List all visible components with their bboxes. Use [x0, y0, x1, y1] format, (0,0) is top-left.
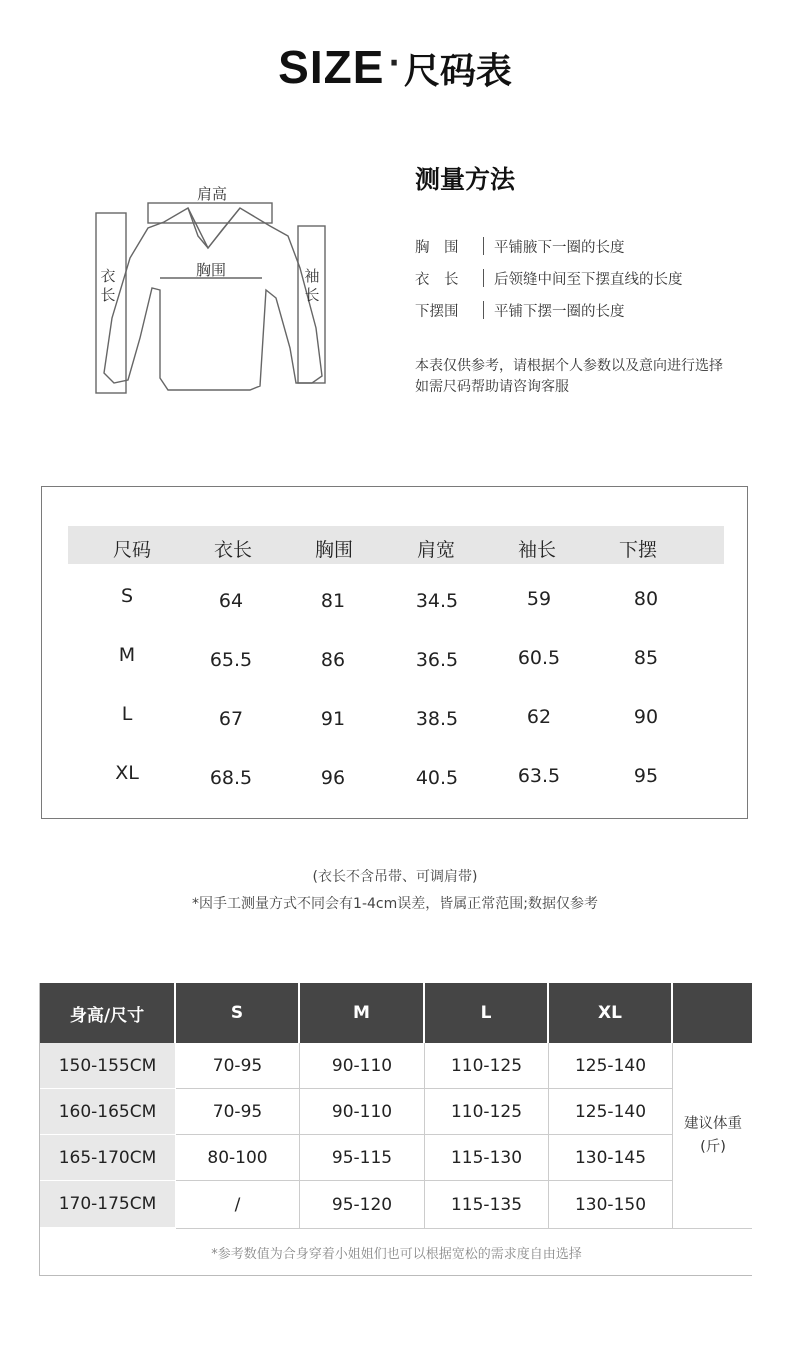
method-desc: 平铺腋下一圈的长度 — [494, 239, 625, 256]
size-cell: 36.5 — [415, 649, 459, 671]
note-line-2: 如需尺码帮助请咨询客服 — [415, 379, 569, 395]
size-cell: XL — [115, 762, 139, 784]
size-cell: 95 — [633, 765, 659, 787]
divider — [483, 269, 484, 287]
weight-unit-line-2: (斤) — [700, 1138, 726, 1155]
method-key: 下摆围 — [415, 303, 459, 320]
header-cell: 肩宽 — [416, 539, 455, 561]
label-chest: 胸围 — [195, 261, 227, 279]
size-cell: 67 — [218, 708, 244, 730]
weight-unit-label — [673, 1043, 752, 1229]
title-zh: 尺码表 — [403, 51, 512, 92]
size-table-header — [68, 526, 724, 564]
weight-table — [39, 983, 752, 1276]
size-table — [41, 486, 748, 819]
title-en: SIZE — [278, 41, 385, 93]
weight-cell: / — [176, 1181, 300, 1229]
weight-cell: 90-110 — [300, 1089, 425, 1135]
size-cell: 60.5 — [517, 647, 561, 669]
size-cell: 96 — [320, 767, 346, 789]
method-key: 胸 围 — [415, 239, 459, 256]
measure-method — [415, 160, 775, 398]
method-key: 衣 长 — [415, 271, 459, 288]
size-cell: S — [120, 585, 134, 607]
header-cell: 胸围 — [314, 539, 353, 561]
size-cell: M — [118, 644, 136, 666]
remark-line-2: *因手工测量方式不同会有1-4cm误差，皆属正常范围;数据仅参考 — [192, 896, 598, 912]
size-cell: 80 — [633, 588, 659, 610]
weight-cell: 95-120 — [300, 1181, 425, 1229]
shirt-outline — [104, 208, 322, 390]
label-shoulder: 肩高 — [196, 185, 228, 203]
size-cell: L — [121, 703, 133, 725]
page-title — [0, 40, 790, 94]
size-cell: 65.5 — [209, 649, 253, 671]
size-cell: 59 — [526, 588, 552, 610]
method-row — [415, 262, 775, 294]
header-cell: 衣长 — [213, 539, 252, 561]
title-dot: · — [388, 46, 400, 81]
note-line-1: 本表仅供参考，请根据个人参数以及意向进行选择 — [415, 358, 723, 374]
size-cell: 86 — [320, 649, 346, 671]
size-cell: 38.5 — [415, 708, 459, 730]
header-cell: 尺码 — [112, 539, 151, 561]
method-note — [415, 356, 775, 398]
height-label: 160-165CM — [40, 1089, 175, 1135]
weight-cell: 130-150 — [549, 1181, 673, 1229]
divider — [483, 301, 484, 319]
weight-cell: 110-125 — [425, 1043, 549, 1089]
method-row — [415, 230, 775, 262]
weight-header-cell: XL — [549, 983, 673, 1043]
weight-header-cell: M — [300, 983, 425, 1043]
garment-diagram — [90, 178, 335, 403]
label-sleeve-1: 袖 — [304, 267, 320, 285]
method-heading: 测量方法 — [415, 165, 516, 194]
size-cell: 81 — [320, 590, 346, 612]
weight-cell: 70-95 — [176, 1089, 300, 1135]
weight-cell: 115-130 — [425, 1135, 549, 1181]
size-cell: 91 — [320, 708, 346, 730]
weight-cell: 125-140 — [549, 1089, 673, 1135]
height-label: 165-170CM — [40, 1135, 175, 1181]
sleeve-guide — [298, 226, 325, 383]
size-cell: 64 — [218, 590, 244, 612]
method-desc: 后领缝中间至下摆直线的长度 — [494, 271, 683, 288]
header-cell: 袖长 — [517, 539, 556, 561]
method-row — [415, 294, 775, 326]
weight-cell: 110-125 — [425, 1089, 549, 1135]
weight-cell: 95-115 — [300, 1135, 425, 1181]
size-remarks — [0, 864, 790, 918]
weight-cell: 90-110 — [300, 1043, 425, 1089]
weight-unit-line-1: 建议体重 — [684, 1115, 742, 1132]
remark-line-1: (衣长不含吊带、可调肩带) — [312, 869, 478, 885]
size-cell: 63.5 — [517, 765, 561, 787]
size-cell: 34.5 — [415, 590, 459, 612]
weight-cell: 130-145 — [549, 1135, 673, 1181]
divider — [483, 237, 484, 255]
size-cell: 85 — [633, 647, 659, 669]
label-length-1: 衣 — [100, 267, 116, 285]
weight-header-cell — [673, 983, 752, 1043]
label-length-2: 长 — [100, 286, 116, 304]
size-cell: 68.5 — [209, 767, 253, 789]
weight-cell: 125-140 — [549, 1043, 673, 1089]
size-cell: 40.5 — [415, 767, 459, 789]
weight-header-cell: S — [176, 983, 300, 1043]
height-label: 150-155CM — [40, 1043, 175, 1089]
weight-header-cell: 身高/尺寸 — [40, 983, 176, 1043]
weight-cell: 70-95 — [176, 1043, 300, 1089]
method-desc: 平铺下摆一圈的长度 — [494, 303, 625, 320]
weight-cell: 115-135 — [425, 1181, 549, 1229]
weight-header-cell: L — [425, 983, 549, 1043]
weight-cell: 80-100 — [176, 1135, 300, 1181]
height-label: 170-175CM — [40, 1181, 175, 1228]
size-cell: 62 — [526, 706, 552, 728]
header-cell: 下摆 — [618, 539, 657, 561]
label-sleeve-2: 长 — [304, 286, 320, 304]
size-cell: 90 — [633, 706, 659, 728]
weight-table-footer: *参考数值为合身穿着小姐姐们也可以根据宽松的需求度自由选择 — [211, 1246, 582, 1262]
